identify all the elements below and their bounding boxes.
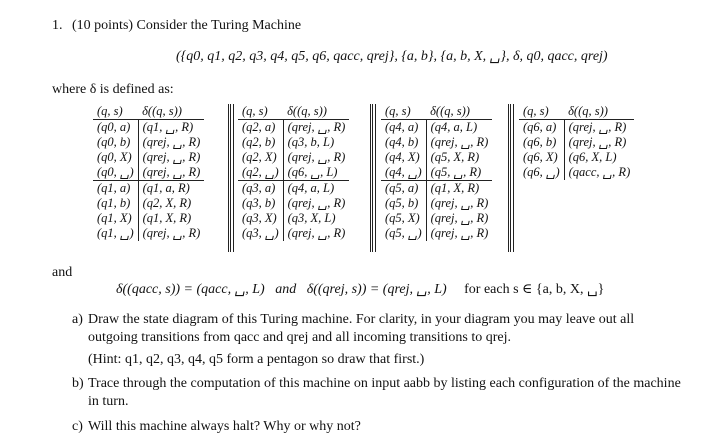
state-symbol-cell: (q4, a) (381, 120, 426, 136)
state-symbol-cell: (q2, a) (238, 120, 283, 136)
transition-cell: (q1, X, R) (426, 181, 492, 197)
transition-cell: (q5, ␣, R) (430, 165, 482, 179)
part-c (72, 418, 687, 436)
transition-cell: (qrej, ␣, R) (142, 150, 201, 164)
transition-table-block-3 (381, 104, 492, 241)
transition-row (519, 150, 634, 165)
transition-cell: (q2, X, R) (142, 196, 192, 210)
problem-heading: (10 points) Consider the Turing Machine (72, 18, 302, 33)
transition-cell: (q6, ␣, L) (287, 165, 338, 179)
part-b (72, 375, 687, 415)
state-symbol-cell: (q5, ␣) (381, 226, 426, 241)
header-state-symbol: (q, s) (381, 104, 426, 120)
transition-row (238, 226, 349, 241)
state-symbol-cell: (q3, a) (238, 181, 283, 197)
transition-row (519, 120, 634, 136)
transition-cell: (q3, X, L) (287, 211, 336, 225)
part-text: Trace through the computation of this machine on input aabb by listing each configuration of the machine in turn. (88, 376, 681, 409)
delta-accept-reject-line (116, 281, 604, 298)
transition-row (93, 120, 204, 136)
transition-row (93, 165, 204, 181)
state-symbol-cell: (q5, X) (381, 211, 426, 226)
state-symbol-cell: (q1, b) (93, 196, 138, 211)
state-symbol-cell: (q2, b) (238, 135, 283, 150)
state-symbol-cell: (q5, b) (381, 196, 426, 211)
header-delta: δ((q, s)) (564, 104, 634, 120)
header-state-symbol: (q, s) (93, 104, 138, 120)
transition-row (381, 211, 492, 226)
header-state-symbol: (q, s) (519, 104, 564, 120)
transition-row (519, 135, 634, 150)
transition-row (519, 165, 634, 180)
transition-table-block-1 (93, 104, 204, 241)
part-text: Draw the state diagram of this Turing machine. For clarity, in your diagram you may leave out all outgoing transitions from qacc and qrej and all incoming transitions to qrej. (88, 312, 635, 345)
transition-row (238, 181, 349, 197)
transition-row (381, 150, 492, 165)
transition-cell: (q1, ␣, R) (142, 120, 194, 134)
transition-cell: (qrej, ␣, R) (430, 211, 489, 225)
transition-cell: (q6, X, L) (568, 150, 617, 164)
transition-cell: (qrej, ␣, R) (568, 120, 627, 134)
problem-number: 1. (52, 18, 63, 33)
transition-cell: (qrej, ␣, R) (430, 135, 489, 149)
and-word: and (275, 282, 297, 297)
state-symbol-cell: (q3, ␣) (238, 226, 283, 241)
transition-row (93, 150, 204, 165)
part-label: c) (72, 419, 83, 434)
where-text: where δ is defined as: (52, 82, 174, 97)
delta-reject: δ((qrej, s)) = (qrej, ␣, L) (306, 282, 447, 297)
state-symbol-cell: (q1, ␣) (93, 226, 138, 241)
double-rule-divider (508, 104, 514, 252)
transition-cell: (q5, X, R) (430, 150, 480, 164)
transition-cell: (q1, a, R) (138, 181, 204, 197)
transition-row (93, 226, 204, 241)
for-each-clause: for each s ∈ {a, b, X, ␣} (464, 282, 605, 297)
part-label: b) (72, 376, 84, 391)
transition-table-block-4 (519, 104, 634, 180)
state-symbol-cell: (q6, a) (519, 120, 564, 136)
hint-text: (Hint: q1, q2, q3, q4, q5 form a pentagon so draw that first.) (88, 352, 425, 367)
transition-row (381, 135, 492, 150)
and-text: and (52, 265, 73, 280)
state-symbol-cell: (q5, a) (381, 181, 426, 197)
state-symbol-cell: (q6, X) (519, 150, 564, 165)
transition-cell: (qacc, ␣, R) (568, 165, 631, 179)
transition-table-block-2 (238, 104, 349, 241)
transition-cell: (q4, a, L) (430, 120, 478, 134)
state-symbol-cell: (q3, b) (238, 196, 283, 211)
state-symbol-cell: (q4, ␣) (381, 165, 426, 181)
double-rule-divider (228, 104, 234, 252)
transition-cell: (qrej, ␣, R) (430, 226, 489, 240)
state-symbol-cell: (q1, a) (93, 181, 138, 197)
part-a-hint (72, 351, 687, 369)
state-symbol-cell: (q1, X) (93, 211, 138, 226)
double-rule-divider (370, 104, 376, 252)
transition-row (238, 150, 349, 165)
transition-row (238, 196, 349, 211)
transition-row (238, 135, 349, 150)
header-delta: δ((q, s)) (138, 104, 204, 120)
transition-cell: (qrej, ␣, R) (142, 165, 201, 179)
part-text: Will this machine always halt? Why or why not? (88, 419, 361, 434)
transition-row (93, 135, 204, 150)
header-delta: δ((q, s)) (426, 104, 492, 120)
transition-cell: (qrej, ␣, R) (287, 120, 346, 134)
transition-cell: (qrej, ␣, R) (287, 150, 346, 164)
transition-cell: (qrej, ␣, R) (287, 226, 346, 240)
transition-row (238, 120, 349, 136)
transition-row (93, 196, 204, 211)
transition-cell: (qrej, ␣, R) (142, 135, 201, 149)
part-label: a) (72, 312, 83, 327)
state-symbol-cell: (q6, ␣) (519, 165, 564, 180)
state-symbol-cell: (q0, X) (93, 150, 138, 165)
transition-cell: (q1, X, R) (142, 211, 192, 225)
transition-cell: (qrej, ␣, R) (287, 196, 346, 210)
delta-accept: δ((qacc, s)) = (qacc, ␣, L) (116, 282, 265, 297)
transition-row (381, 120, 492, 136)
transition-row (381, 165, 492, 181)
transition-row (238, 165, 349, 181)
header-delta: δ((q, s)) (283, 104, 349, 120)
turing-machine-tuple: ({q0, q1, q2, q3, q4, q5, q6, qacc, qrej}, {a, b}, {a, b, X, ␣}, δ, q0, qacc, qrej) (176, 49, 608, 64)
transition-cell: (q3, b, L) (287, 135, 335, 149)
transition-row (238, 211, 349, 226)
state-symbol-cell: (q2, ␣) (238, 165, 283, 181)
state-symbol-cell: (q3, X) (238, 211, 283, 226)
transition-cell: (qrej, ␣, R) (430, 196, 489, 210)
transition-row (381, 181, 492, 197)
state-symbol-cell: (q6, b) (519, 135, 564, 150)
transition-row (93, 211, 204, 226)
state-symbol-cell: (q0, ␣) (93, 165, 138, 181)
transition-cell: (q4, a, L) (283, 181, 349, 197)
state-symbol-cell: (q0, b) (93, 135, 138, 150)
header-state-symbol: (q, s) (238, 104, 283, 120)
state-symbol-cell: (q4, b) (381, 135, 426, 150)
state-symbol-cell: (q2, X) (238, 150, 283, 165)
transition-row (93, 181, 204, 197)
transition-cell: (qrej, ␣, R) (142, 226, 201, 240)
part-a (72, 311, 687, 351)
transition-row (381, 226, 492, 241)
state-symbol-cell: (q4, X) (381, 150, 426, 165)
transition-cell: (qrej, ␣, R) (568, 135, 627, 149)
transition-row (381, 196, 492, 211)
state-symbol-cell: (q0, a) (93, 120, 138, 136)
